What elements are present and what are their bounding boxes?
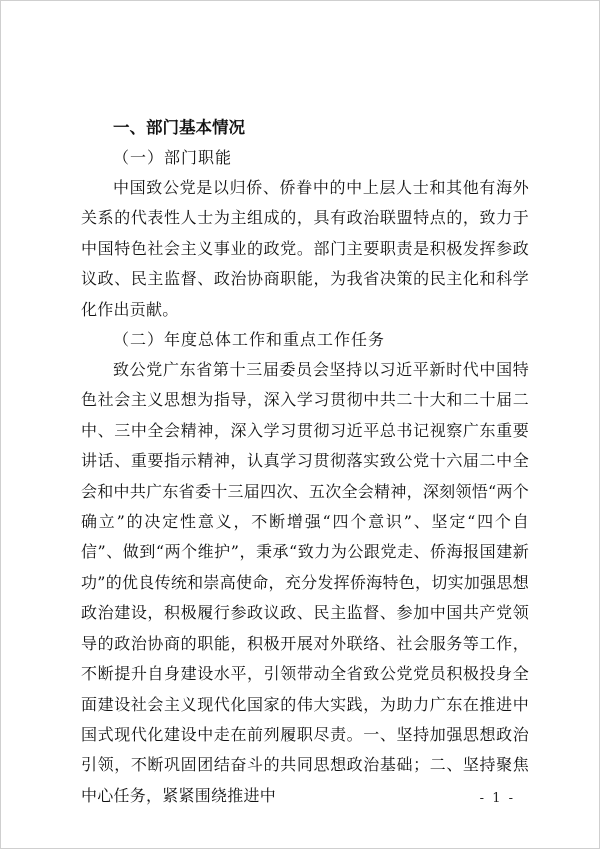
subsection-title-annual-work: （二）年度总体工作和重点工作任务 [113,330,386,350]
paragraph-annual-work: 致公党广东省第十三届委员会坚持以习近平新时代中国特色社会主义思想为指导，深入学习贯彻中共二十大和二十届二中、三中全会精神，深入学习贯彻习近平总书记视察广东重要讲话、重要指示精神，认真学习贯彻落实致公党十六届二中全会和中共广东省委十三届四次、五次全会精神，深刻领悟“两个确立”的决定性意义，不断增强“四个意识”、坚定“四个自信”、做到“两个维护”，秉承“致力为公跟党走、侨海报国建新功”的优良传统和崇高使命，充分发挥侨海特色，切实加强思想政治建设，积极履行参政议政、民主监督、参加中国共产党领导的政治协商的职能，积极开展对外联络、社会服务等工作，不断提升自身建设水平，引领带动全省致公党党员积极投身全面建设社会主义现代化国家的伟大实践，为助力广东在推进中国式现代化建设中走在前列履职尽责。一、坚持加强思想政治引领，不断巩固团结奋斗的共同思想政治基础；二、坚持聚焦中心任务，紧紧围绕推进中 [81,360,529,805]
paragraph-functions: 中国致公党是以归侨、侨眷中的中上层人士和其他有海外关系的代表性人士为主组成的，具有政治联盟特点的，致力于中国特色社会主义事业的政党。部门主要职责是积极发挥参政议政、民主监督、政治协商职能，为我省决策的民主化和科学化作出贡献。 [81,178,529,319]
subsection-title-functions: （一）部门职能 [113,148,233,167]
page-number: - 1 - [479,791,515,806]
section-title: 一、部门基本情况 [113,118,245,137]
document-body [81,113,529,811]
